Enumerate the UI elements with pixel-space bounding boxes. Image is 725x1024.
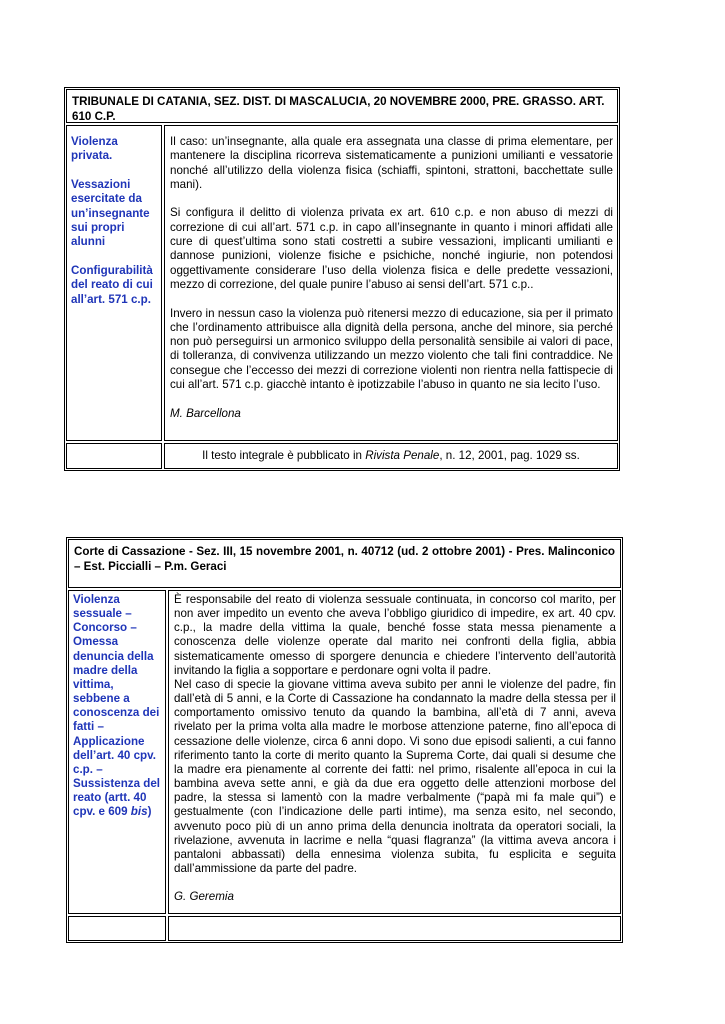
ruling-1-footer-journal: Rivista Penale [365, 449, 440, 462]
ruling-1-subtopic: Vessazioni esercitate da un’insegnante sui propri alunni [71, 178, 150, 249]
ruling-1-footer-empty [66, 443, 162, 469]
ruling-1-footer-prefix: Il testo integrale è pubblicato in [202, 449, 366, 462]
ruling-table-1 [64, 87, 620, 471]
ruling-2-paragraph: È responsabile del reato di violenza sessuale continuata, in concorso col marito, per non aver impedito un evento che aveva l’obbligo giuridico di impedire, ex art. 40 cpv. c.p., la madre della vittima la quale, benché fosse stata messa pienamente a conoscenza delle violenze operate dal marito nei confronti della figlia, abbia sistematicamente omesso di sporgere denuncia e chiedere l’intervento dell’autorità invitando la figlia a sopportare e perdonare ogni volta il padre. [174, 593, 616, 677]
ruling-1-footer-suffix: , n. 12, 2001, pag. 1029 ss. [439, 449, 580, 462]
ruling-2-footer-empty-left [68, 916, 166, 941]
ruling-1-topic: Violenza privata. [71, 135, 118, 163]
ruling-1-paragraph: Il caso: un’insegnante, alla quale era assegnata una classe di prima elementare, per mantenere la disciplina ricorreva sistematicamente a punizioni umilianti e vessatorie nonché all’utilizzo della violenza fisica (schiaffi, spintoni, strattoni, bacchettate sulle mani). [170, 135, 613, 191]
ruling-1-paragraph: Invero in nessun caso la violenza può ritenersi mezzo di educazione, sia per il primato che l’ordinamento attribuisce alla dignità della persona, anche del minore, sia perché non può perseguirsi un armonico sviluppo della personalità sensibile ai valori di pace, di tolleranza, di convivenza utilizzando un mezzo violento che tali fini contraddice. Ne consegue che l’eccesso dei mezzi di correzione violenti non rientra nella fattispecie di cui all’art. 571 c.p. giacchè intanto è ipotizzabile l’abuso in quanto ne sia lecito l’uso. [170, 306, 613, 392]
ruling-1-text [164, 125, 618, 441]
ruling-1-header: TRIBUNALE DI CATANIA, SEZ. DIST. DI MASCALUCIA, 20 NOVEMBRE 2000, PRE. GRASSO. ART. 610 C.P. [66, 89, 618, 123]
ruling-1-footer [164, 443, 618, 469]
ruling-2-topics [68, 590, 166, 914]
ruling-table-2 [66, 537, 623, 943]
ruling-2-signature: G. Geremia [174, 890, 234, 904]
ruling-2-paragraph: Nel caso di specie la giovane vittima aveva subito per anni le violenze del padre, fin dall’età di 5 anni, e la Corte di Cassazione ha condannato la madre della stessa per il comportamento omissivo tenuto da quando la bambina, all’età di 7 anni, aveva rivelato per la prima volta alla madre le morbose attenzione paterne, fino all’epoca di cessazione delle violenze, circa 6 anni dopo. Vi sono due episodi salienti, a cui fanno riferimento tanto la corte di merito quanto la Suprema Corte, dai quali si desume che la madre era pienamente al corrente dei fatti: nel primo, risalente all’epoca in cui la bambina aveva sette anni, e già da due era oggetto delle attenzioni morbose del padre, la stessa si lamentò con la madre verbalmente (“papà mi fa male qui”) e gestualmente (con l’indicazione delle parti intime), ma senza esito, nel secondo, avvenuto poco più di un anno prima della denuncia inoltrata da operatori sociali, la rivelazione, avvenuta in lacrime e nella “quasi flagranza” (la vittima aveva ancora i pantaloni abbassati) della ennesima violenza subita, fu esplicita e seguita dall’ammissione da parte del padre. [174, 677, 616, 875]
ruling-2-topic-close: ) [147, 805, 152, 819]
ruling-2-footer-empty-right [168, 916, 621, 941]
ruling-2-text [168, 590, 621, 914]
ruling-2-topic-bis: bis [130, 805, 148, 819]
ruling-2-header: Corte di Cassazione - Sez. III, 15 novembre 2001, n. 40712 (ud. 2 ottobre 2001) - Pres. Malinconico – Est. Piccialli – P.m. Geraci [68, 539, 621, 588]
ruling-1-paragraph: Si configura il delitto di violenza privata ex art. 610 c.p. e non abuso di mezzi di correzione di cui all’art. 571 c.p. in capo all’insegnante in quanto i minori affidati alle cure di quest’ultima sono stati costretti a subire vessazioni, implicanti umilianti e dannose punizioni, violenze fisiche e psichiche, nonché ingiurie, non potendosi oggettivamente considerare l’uso della violenza fisica e delle predette vessazioni, mezzo di correzione, del quale punire l’abuso ai sensi dell’art. 571 c.p.. [170, 206, 613, 291]
ruling-2-topic: Violenza sessuale – Concorso – Omessa denuncia della madre della vittima, sebbene a conoscenza dei fatti – Applicazione dell’art. 40 cpv. c.p. – Sussistenza del reato (artt. 40 cpv. e 609 [73, 593, 160, 819]
ruling-1-configuration: Configurabilità del reato di cui all’art. 571 c.p. [71, 264, 153, 306]
ruling-1-signature: M. Barcellona [170, 406, 241, 420]
ruling-1-topics [66, 125, 162, 441]
